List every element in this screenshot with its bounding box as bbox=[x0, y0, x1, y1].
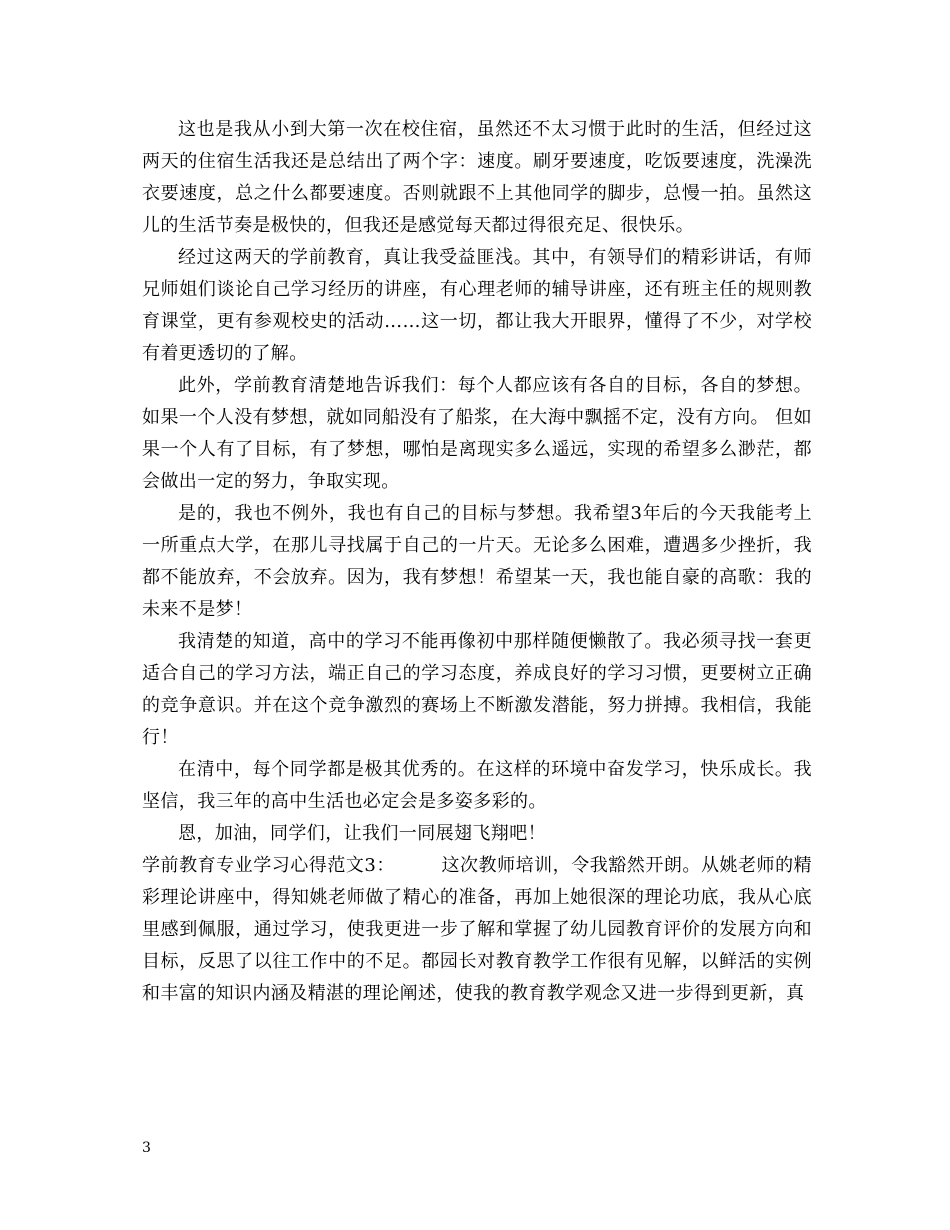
paragraph-encouragement: 恩，加油，同学们，让我们一同展翅飞翔吧！ bbox=[178, 823, 546, 844]
paragraph-study-habits: 我清楚的知道，高中的学习不能再像初中那样随便懒散了。我必须寻找一套更适合自己的学习方法，端正自己的学习态度，养成良好的学习习惯，更要树立正确的竞争意识。并在这个竞争激烈的赛场上不断激发潜能，努力拼搏。我相信，我能行！ bbox=[142, 631, 812, 748]
document-body bbox=[142, 114, 812, 1010]
paragraph-sample-essay-3: 学前教育专业学习心得范文3： 这次教师培训，令我豁然开朗。从姚老师的精彩理论讲座中，得知姚老师做了精心的准备，再加上她很深的理论功底，我从心底里感到佩服，通过学习，使我更进一步了解和掌握了幼儿园教育评价的发展方向和目标，反思了以往工作中的不足。都园长对教育教学工作很有见解，以鲜活的实例和丰富的知识内涵及精湛的理论阐述，使我的教育教学观念又进一步得到更新，真 bbox=[142, 855, 812, 1004]
page-number: 3 bbox=[142, 1140, 151, 1156]
paragraph-my-dream: 是的，我也不例外，我也有自己的目标与梦想。我希望3年后的今天我能考上一所重点大学，在那儿寻找属于自己的一片天。无论多么困难，遭遇多少挫折，我都不能放弃，不会放弃。因为，我有梦想！希望某一天，我也能自豪的高歌：我的未来不是梦！ bbox=[142, 503, 812, 620]
paragraph-orientation-benefits: 经过这两天的学前教育，真让我受益匪浅。其中，有领导们的精彩讲话，有师兄师姐们谈论自己学习经历的讲座，有心理老师的辅导讲座，还有班主任的规则教育课堂，更有参观校史的活动……这一切，都让我大开眼界，懂得了不少，对学校有着更透切的了解。 bbox=[142, 247, 812, 364]
paragraph-classmates: 在清中，每个同学都是极其优秀的。在这样的环境中奋发学习，快乐成长。我坚信，我三年的高中生活也必定会是多姿多彩的。 bbox=[142, 759, 812, 812]
paragraph-dorm-life: 这也是我从小到大第一次在校住宿，虽然还不太习惯于此时的生活，但经过这两天的住宿生活我还是总结出了两个字：速度。刷牙要速度，吃饭要速度，洗澡洗衣要速度，总之什么都要速度。否则就跟不上其他同学的脚步，总慢一拍。虽然这儿的生活节奏是极快的，但我还是感觉每天都过得很充足、很快乐。 bbox=[142, 119, 812, 236]
paragraph-goals-and-dreams: 此外，学前教育清楚地告诉我们：每个人都应该有各自的目标，各自的梦想。如果一个人没有梦想，就如同船没有了船浆，在大海中飘摇不定，没有方向。 但如果一个人有了目标，有了梦想，哪怕是离现实多么遥远，实现的希望多么渺茫，都会做出一定的努力，争取实现。 bbox=[142, 375, 812, 492]
